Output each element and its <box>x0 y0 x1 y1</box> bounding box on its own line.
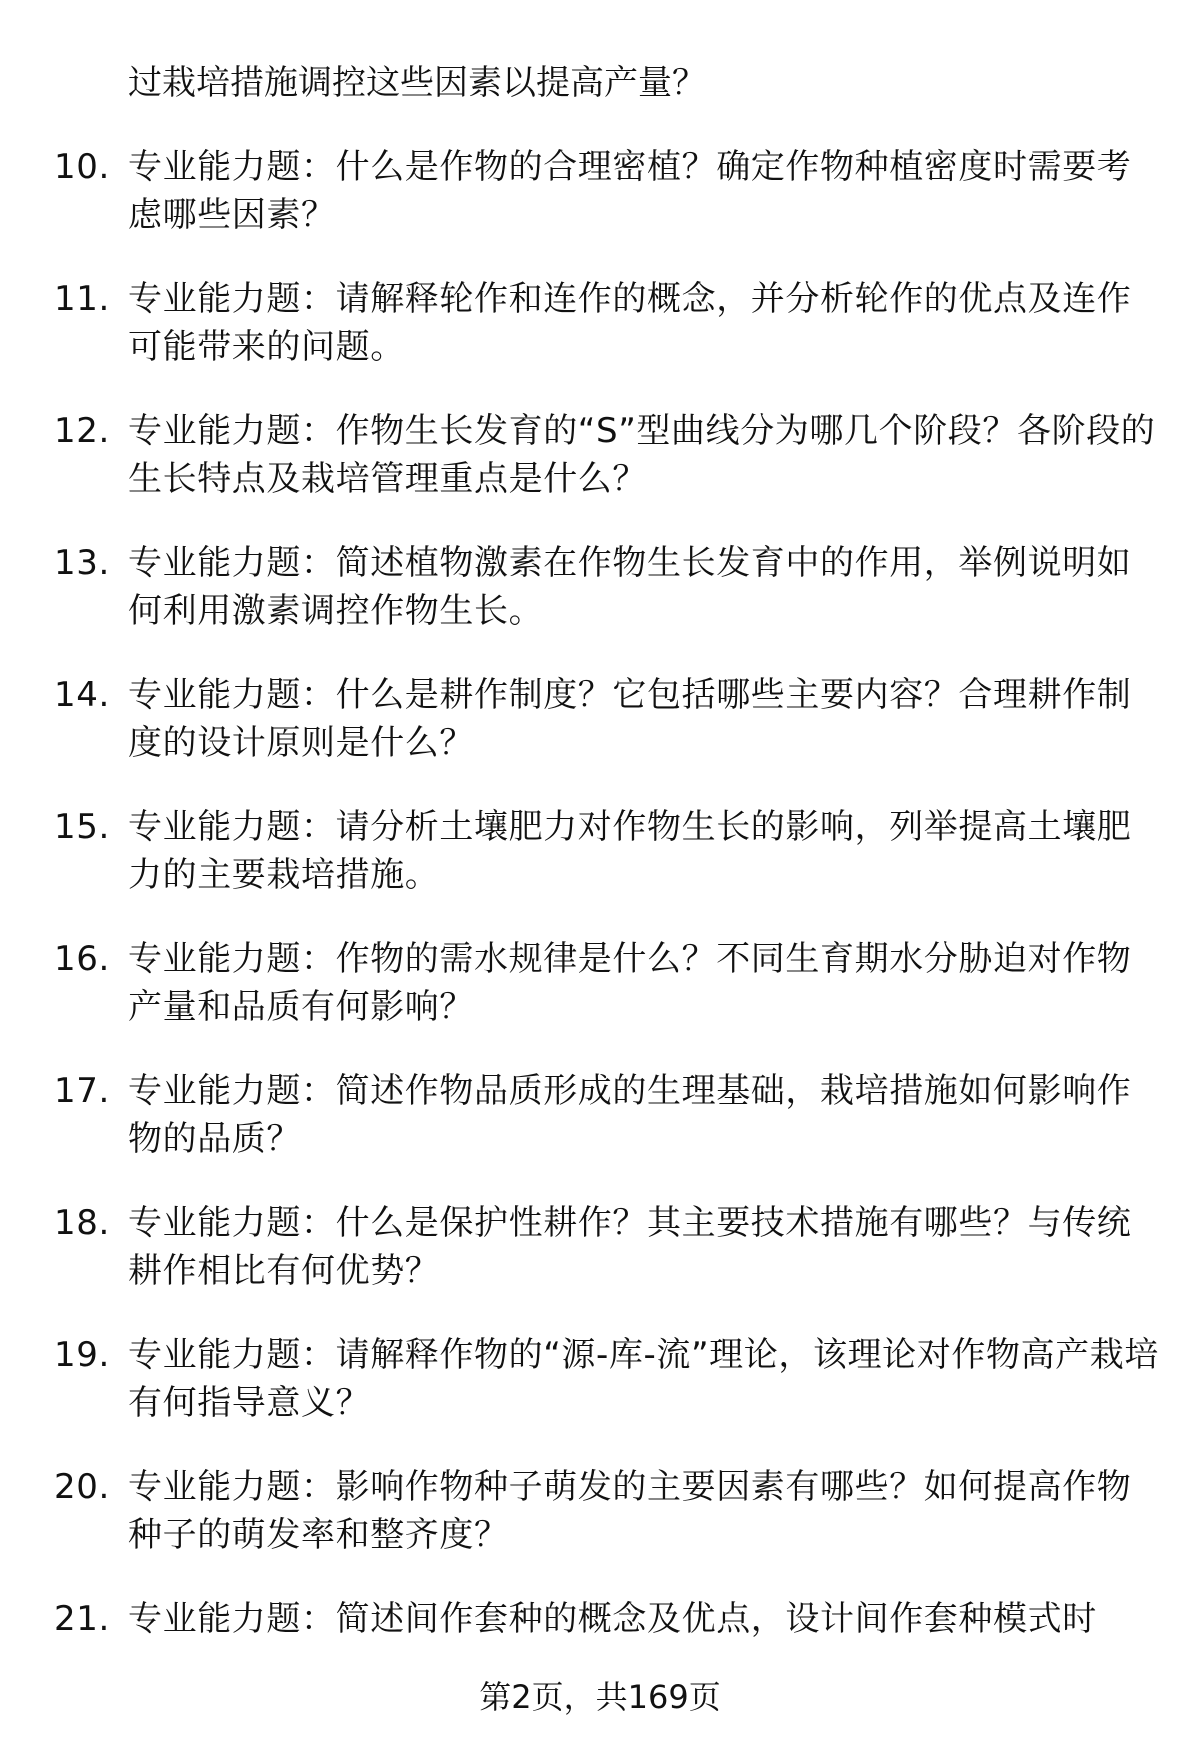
question-item <box>0 935 1200 1031</box>
question-text: 专业能力题：什么是耕作制度？它包括哪些主要内容？合理耕作制度的设计原则是什么？ <box>128 675 1132 763</box>
question-item <box>0 275 1200 371</box>
question-item <box>0 1463 1200 1559</box>
question-item <box>0 539 1200 635</box>
question-item <box>0 671 1200 767</box>
question-text: 专业能力题：影响作物种子萌发的主要因素有哪些？如何提高作物种子的萌发率和整齐度？ <box>128 1467 1132 1555</box>
question-text: 专业能力题：什么是保护性耕作？其主要技术措施有哪些？与传统耕作相比有何优势？ <box>128 1203 1132 1291</box>
question-number: 18. <box>54 1203 110 1243</box>
question-number: 12. <box>54 411 110 451</box>
question-item <box>0 143 1200 239</box>
question-text: 专业能力题：请解释轮作和连作的概念，并分析轮作的优点及连作可能带来的问题。 <box>128 279 1132 367</box>
question-item <box>0 1199 1200 1295</box>
question-number: 11. <box>54 279 110 319</box>
page-number: 第2页，共169页 <box>479 1678 721 1716</box>
question-number: 10. <box>54 147 110 187</box>
question-number: 16. <box>54 939 110 979</box>
question-text: 专业能力题：请分析土壤肥力对作物生长的影响，列举提高土壤肥力的主要栽培措施。 <box>128 807 1132 895</box>
question-text: 专业能力题：简述植物激素在作物生长发育中的作用，举例说明如何利用激素调控作物生长。 <box>128 543 1132 631</box>
question-text: 专业能力题：简述间作套种的概念及优点，设计间作套种模式时 <box>128 1599 1097 1639</box>
question-number: 17. <box>54 1071 110 1111</box>
question-item <box>0 1067 1200 1163</box>
question-item <box>0 407 1200 503</box>
question-text: 专业能力题：请解释作物的“源-库-流”理论，该理论对作物高产栽培有何指导意义？ <box>128 1335 1159 1423</box>
question-text: 专业能力题：作物的需水规律是什么？不同生育期水分胁迫对作物产量和品质有何影响？ <box>128 939 1132 1027</box>
question-number: 19. <box>54 1335 110 1375</box>
question-item <box>0 1331 1200 1427</box>
question-number: 15. <box>54 807 110 847</box>
question-number: 20. <box>54 1467 110 1507</box>
question-number: 14. <box>54 675 110 715</box>
question-list <box>0 59 1200 1643</box>
question-text: 专业能力题：作物生长发育的“S”型曲线分为哪几个阶段？各阶段的生长特点及栽培管理重点是什么？ <box>128 411 1156 499</box>
question-item <box>0 1595 1200 1643</box>
question-text: 专业能力题：简述作物品质形成的生理基础，栽培措施如何影响作物的品质？ <box>128 1071 1132 1159</box>
question-number: 13. <box>54 543 110 583</box>
question-text: 专业能力题：什么是作物的合理密植？确定作物种植密度时需要考虑哪些因素？ <box>128 147 1132 235</box>
continued-question-text: 过栽培措施调控这些因素以提高产量？ <box>128 63 706 103</box>
question-number: 21. <box>54 1599 110 1639</box>
question-item <box>0 803 1200 899</box>
